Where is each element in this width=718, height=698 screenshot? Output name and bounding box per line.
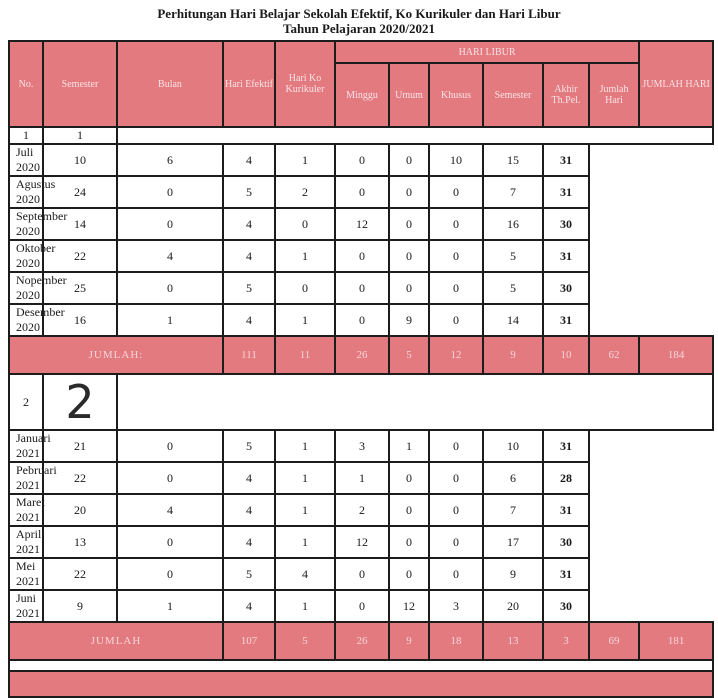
cell-semester: 0 <box>389 176 429 208</box>
cell-ko: 0 <box>117 462 223 494</box>
header-jumlah-hari: JUMLAH HARI <box>639 41 713 127</box>
cell-ko: 0 <box>117 208 223 240</box>
cell-umum: 1 <box>275 144 335 176</box>
header-umum: Umum <box>389 63 429 127</box>
cell-jumlah-hari: 28 <box>543 462 589 494</box>
cell-efektif: 13 <box>43 526 117 558</box>
cell-efektif: 22 <box>43 462 117 494</box>
cell-khusus: 0 <box>335 558 389 590</box>
cell-khusus: 2 <box>335 494 389 526</box>
cell-khusus: 0 <box>335 272 389 304</box>
cell-jumlah-libur: 16 <box>483 208 543 240</box>
cell-umum: 1 <box>275 240 335 272</box>
cell-akhir: 0 <box>429 462 483 494</box>
table-row <box>9 526 713 558</box>
cell-akhir: 0 <box>429 304 483 336</box>
semester-1-total-row <box>9 336 713 374</box>
cut-off-row <box>9 671 713 697</box>
table-row <box>9 304 713 336</box>
cell-efektif: 20 <box>43 494 117 526</box>
cell-akhir: 10 <box>429 144 483 176</box>
cell-efektif: 9 <box>43 590 117 622</box>
cell-ko: 0 <box>117 176 223 208</box>
table-row <box>9 272 713 304</box>
cell-jumlah-libur: 15 <box>483 144 543 176</box>
cell-efektif: 25 <box>43 272 117 304</box>
cell-jumlah-libur: 9 <box>483 558 543 590</box>
total-semester: 13 <box>483 622 543 660</box>
cell-akhir: 0 <box>429 430 483 462</box>
header-no: No. <box>9 41 43 127</box>
total-jumlah-hari: 184 <box>639 336 713 374</box>
cell-efektif: 10 <box>43 144 117 176</box>
cell-jumlah-hari: 31 <box>543 494 589 526</box>
cell-semester: 0 <box>389 240 429 272</box>
cell-ko: 4 <box>117 494 223 526</box>
cell-semester: 0 <box>389 144 429 176</box>
cell-efektif: 22 <box>43 558 117 590</box>
cell-umum: 1 <box>275 526 335 558</box>
cell-minggu: 4 <box>223 494 275 526</box>
table-row <box>9 494 713 526</box>
cell-efektif: 24 <box>43 176 117 208</box>
cell-khusus: 12 <box>335 526 389 558</box>
total-efektif: 111 <box>223 336 275 374</box>
cell-semester: 0 <box>389 272 429 304</box>
header-bulan: Bulan <box>117 41 223 127</box>
cell-ko: 1 <box>117 304 223 336</box>
total-label: JUMLAH <box>9 622 223 660</box>
title-line-1: Perhitungan Hari Belajar Sekolah Efektif, Ko Kurikuler dan Hari Libur <box>157 6 561 21</box>
semester-cell-1: 1 <box>43 127 117 144</box>
cell-jumlah-libur: 5 <box>483 240 543 272</box>
cell-minggu: 5 <box>223 558 275 590</box>
semester-2-total-row <box>9 622 713 660</box>
cell-ko: 0 <box>117 272 223 304</box>
month-cell: Nopember 2020 <box>9 272 43 304</box>
total-akhir: 10 <box>543 336 589 374</box>
cell-minggu: 4 <box>223 526 275 558</box>
month-cell: Januari 2021 <box>9 430 43 462</box>
spacer-row <box>9 374 713 430</box>
cell-efektif: 21 <box>43 430 117 462</box>
cell-umum: 4 <box>275 558 335 590</box>
cell-efektif: 16 <box>43 304 117 336</box>
total-jumlah-libur: 62 <box>589 336 639 374</box>
cell-minggu: 4 <box>223 208 275 240</box>
cell-semester: 1 <box>389 430 429 462</box>
cell-umum: 2 <box>275 176 335 208</box>
month-cell: Agustus 2020 <box>9 176 43 208</box>
cell-umum: 0 <box>275 272 335 304</box>
cell-minggu: 4 <box>223 144 275 176</box>
cell-semester: 9 <box>389 304 429 336</box>
cell-semester: 0 <box>389 526 429 558</box>
total-umum: 9 <box>389 622 429 660</box>
header-khusus: Khusus <box>429 63 483 127</box>
month-cell: Juni 2021 <box>9 590 43 622</box>
cell-semester: 0 <box>389 494 429 526</box>
table-row <box>9 176 713 208</box>
cell-jumlah-libur: 17 <box>483 526 543 558</box>
month-cell: Oktober 2020 <box>9 240 43 272</box>
total-jumlah-hari: 181 <box>639 622 713 660</box>
cell-ko: 4 <box>117 240 223 272</box>
cell-semester: 0 <box>389 208 429 240</box>
header-row-top <box>9 41 713 63</box>
total-minggu: 26 <box>335 622 389 660</box>
table-row <box>9 462 713 494</box>
cell-ko: 0 <box>117 558 223 590</box>
cell-ko: 0 <box>117 430 223 462</box>
month-cell: September 2020 <box>9 208 43 240</box>
cell-khusus: 0 <box>335 304 389 336</box>
total-khusus: 18 <box>429 622 483 660</box>
cell-umum: 1 <box>275 494 335 526</box>
cell-khusus: 0 <box>335 176 389 208</box>
cell-semester: 0 <box>389 558 429 590</box>
header-semester: Semester <box>43 41 117 127</box>
cell-jumlah-hari: 31 <box>543 176 589 208</box>
cell-jumlah-libur: 7 <box>483 494 543 526</box>
cell-khusus: 12 <box>335 208 389 240</box>
cell-minggu: 4 <box>223 590 275 622</box>
cell-minggu: 4 <box>223 304 275 336</box>
cell-jumlah-libur: 20 <box>483 590 543 622</box>
cell-jumlah-libur: 5 <box>483 272 543 304</box>
cell-khusus: 0 <box>335 240 389 272</box>
calendar-table <box>8 40 714 698</box>
cell-jumlah-hari: 31 <box>543 430 589 462</box>
spacer-cell <box>117 127 713 144</box>
month-cell: Mei 2021 <box>9 558 43 590</box>
cell-minggu: 4 <box>223 462 275 494</box>
cell-khusus: 1 <box>335 462 389 494</box>
no-cell-1: 1 <box>9 127 43 144</box>
total-semester: 9 <box>483 336 543 374</box>
header-hari-libur: HARI LIBUR <box>335 41 639 63</box>
cell-jumlah-hari: 30 <box>543 272 589 304</box>
cell-akhir: 0 <box>429 526 483 558</box>
total-akhir: 3 <box>543 622 589 660</box>
cell-efektif: 22 <box>43 240 117 272</box>
total-ko: 5 <box>275 622 335 660</box>
cell-jumlah-libur: 10 <box>483 430 543 462</box>
total-khusus: 12 <box>429 336 483 374</box>
cell-semester: 0 <box>389 462 429 494</box>
month-cell: Desember 2020 <box>9 304 43 336</box>
cell-khusus: 3 <box>335 430 389 462</box>
header-akhir-th-pel: Akhir Th.Pel. <box>543 63 589 127</box>
header-semester-libur: Semester <box>483 63 543 127</box>
title-line-2: Tahun Pelajaran 2020/2021 <box>283 21 435 36</box>
cell-semester: 12 <box>389 590 429 622</box>
cell-umum: 1 <box>275 304 335 336</box>
header-jumlah-hari-libur: Jumlah Hari <box>589 63 639 127</box>
cell-jumlah-libur: 7 <box>483 176 543 208</box>
cut-off-cell <box>9 671 713 697</box>
header-minggu: Minggu <box>335 63 389 127</box>
semester-cell-2: 2 <box>43 374 117 430</box>
calendar-table-frame <box>8 40 712 698</box>
cell-khusus: 0 <box>335 590 389 622</box>
total-label: JUMLAH: <box>9 336 223 374</box>
cell-jumlah-hari: 31 <box>543 144 589 176</box>
document-title <box>0 6 718 36</box>
cell-akhir: 0 <box>429 558 483 590</box>
total-umum: 5 <box>389 336 429 374</box>
spacer-cell <box>117 374 713 430</box>
table-row <box>9 590 713 622</box>
cell-ko: 6 <box>117 144 223 176</box>
total-ko: 11 <box>275 336 335 374</box>
total-jumlah-libur: 69 <box>589 622 639 660</box>
table-row <box>9 240 713 272</box>
cell-akhir: 0 <box>429 176 483 208</box>
cell-ko: 0 <box>117 526 223 558</box>
month-cell: Pebruari 2021 <box>9 462 43 494</box>
cell-akhir: 3 <box>429 590 483 622</box>
cell-minggu: 5 <box>223 272 275 304</box>
cell-umum: 0 <box>275 208 335 240</box>
cell-jumlah-hari: 30 <box>543 208 589 240</box>
month-cell: Maret 2021 <box>9 494 43 526</box>
spacer-row <box>9 660 713 671</box>
cell-akhir: 0 <box>429 208 483 240</box>
cell-jumlah-libur: 14 <box>483 304 543 336</box>
month-cell: Juli 2020 <box>9 144 43 176</box>
cell-khusus: 0 <box>335 144 389 176</box>
table-row <box>9 430 713 462</box>
month-cell: April 2021 <box>9 526 43 558</box>
cell-ko: 1 <box>117 590 223 622</box>
cell-umum: 1 <box>275 462 335 494</box>
cell-jumlah-libur: 6 <box>483 462 543 494</box>
cell-umum: 1 <box>275 590 335 622</box>
cell-jumlah-hari: 31 <box>543 304 589 336</box>
cell-akhir: 0 <box>429 494 483 526</box>
cell-minggu: 5 <box>223 176 275 208</box>
header-hari-ko-kurikuler: Hari Ko Kurikuler <box>275 41 335 127</box>
cell-minggu: 5 <box>223 430 275 462</box>
header-hari-efektif: Hari Efektif <box>223 41 275 127</box>
spacer-cell <box>9 660 713 671</box>
table-row <box>9 144 713 176</box>
cell-jumlah-hari: 31 <box>543 558 589 590</box>
cell-minggu: 4 <box>223 240 275 272</box>
total-efektif: 107 <box>223 622 275 660</box>
table-row <box>9 208 713 240</box>
cell-jumlah-hari: 31 <box>543 240 589 272</box>
total-minggu: 26 <box>335 336 389 374</box>
table-row <box>9 558 713 590</box>
cell-efektif: 14 <box>43 208 117 240</box>
cell-jumlah-hari: 30 <box>543 590 589 622</box>
cell-akhir: 0 <box>429 240 483 272</box>
cell-jumlah-hari: 30 <box>543 526 589 558</box>
cell-akhir: 0 <box>429 272 483 304</box>
spacer-row <box>9 127 713 144</box>
no-cell-2: 2 <box>9 374 43 430</box>
cell-umum: 1 <box>275 430 335 462</box>
